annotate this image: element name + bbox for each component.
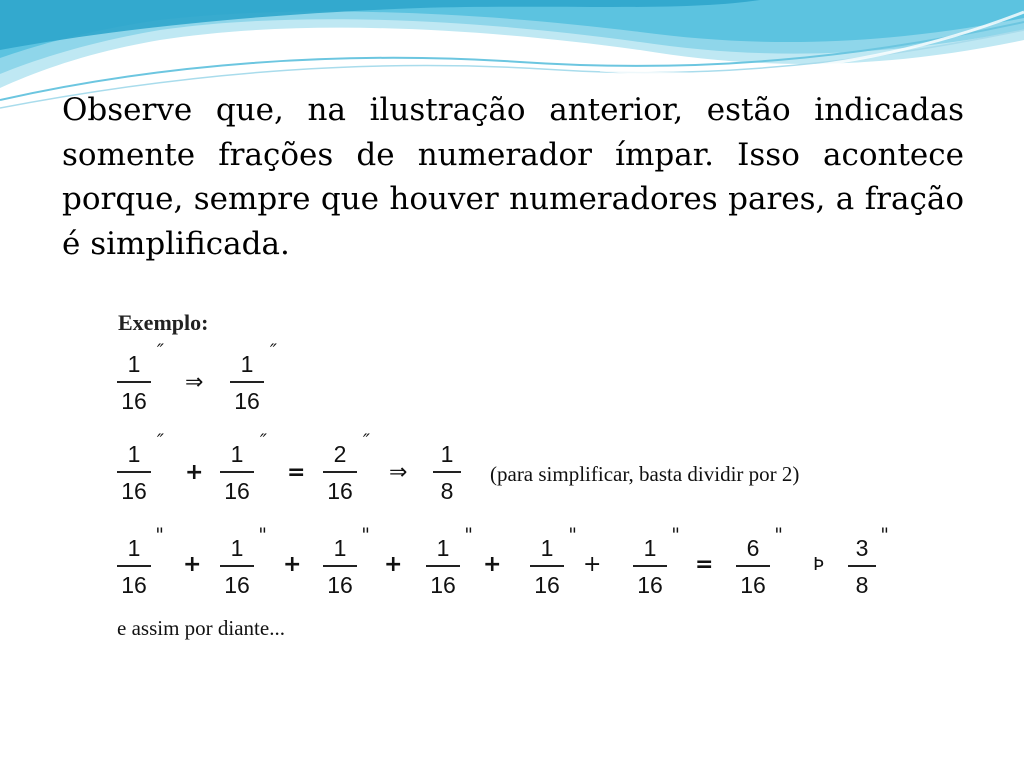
plus-operator: + — [583, 552, 602, 577]
fraction-2-16: 2 16 ″ — [323, 440, 357, 505]
implies-symbol: Þ — [813, 554, 824, 575]
plus-operator: + — [483, 552, 502, 577]
fraction-1-16: 1 16 " — [323, 534, 357, 599]
plus-operator: + — [185, 460, 204, 485]
plus-operator: + — [283, 552, 302, 577]
simplification-note: (para simplificar, basta dividir por 2) — [490, 462, 800, 486]
plus-operator: + — [183, 552, 202, 577]
body-paragraph: Observe que, na ilustração anterior, estão indicadas somente frações de numerador ímpar. Isso acontece porque, sempre que houver numeradores pares, a fração é simplificada. — [62, 92, 964, 262]
fraction-1-16: 1 16 " — [633, 534, 667, 599]
implies-arrow: ⇒ — [389, 460, 408, 485]
equals-operator: = — [695, 552, 714, 577]
fraction-1-16: 1 16 ″ — [230, 350, 264, 415]
example-title: Exemplo: — [118, 310, 209, 335]
equals-operator: = — [287, 460, 306, 485]
fraction-1-16: 1 16 " — [117, 534, 151, 599]
fraction-1-8: 1 8 — [433, 440, 461, 505]
implies-arrow: ⇒ — [185, 370, 204, 395]
fraction-1-16: 1 16 " — [220, 534, 254, 599]
fraction-1-16: 1 16 ″ — [117, 440, 151, 505]
fraction-1-16: 1 16 ″ — [117, 350, 151, 415]
plus-operator: + — [384, 552, 403, 577]
example-footer: e assim por diante... — [117, 616, 285, 640]
fraction-3-8: 3 8 " — [848, 534, 876, 599]
fraction-6-16: 6 16 " — [736, 534, 770, 599]
example-figure — [103, 298, 921, 668]
fraction-1-16: 1 16 ″ — [220, 440, 254, 505]
fraction-1-16: 1 16 " — [426, 534, 460, 599]
fraction-1-16: 1 16 " — [530, 534, 564, 599]
